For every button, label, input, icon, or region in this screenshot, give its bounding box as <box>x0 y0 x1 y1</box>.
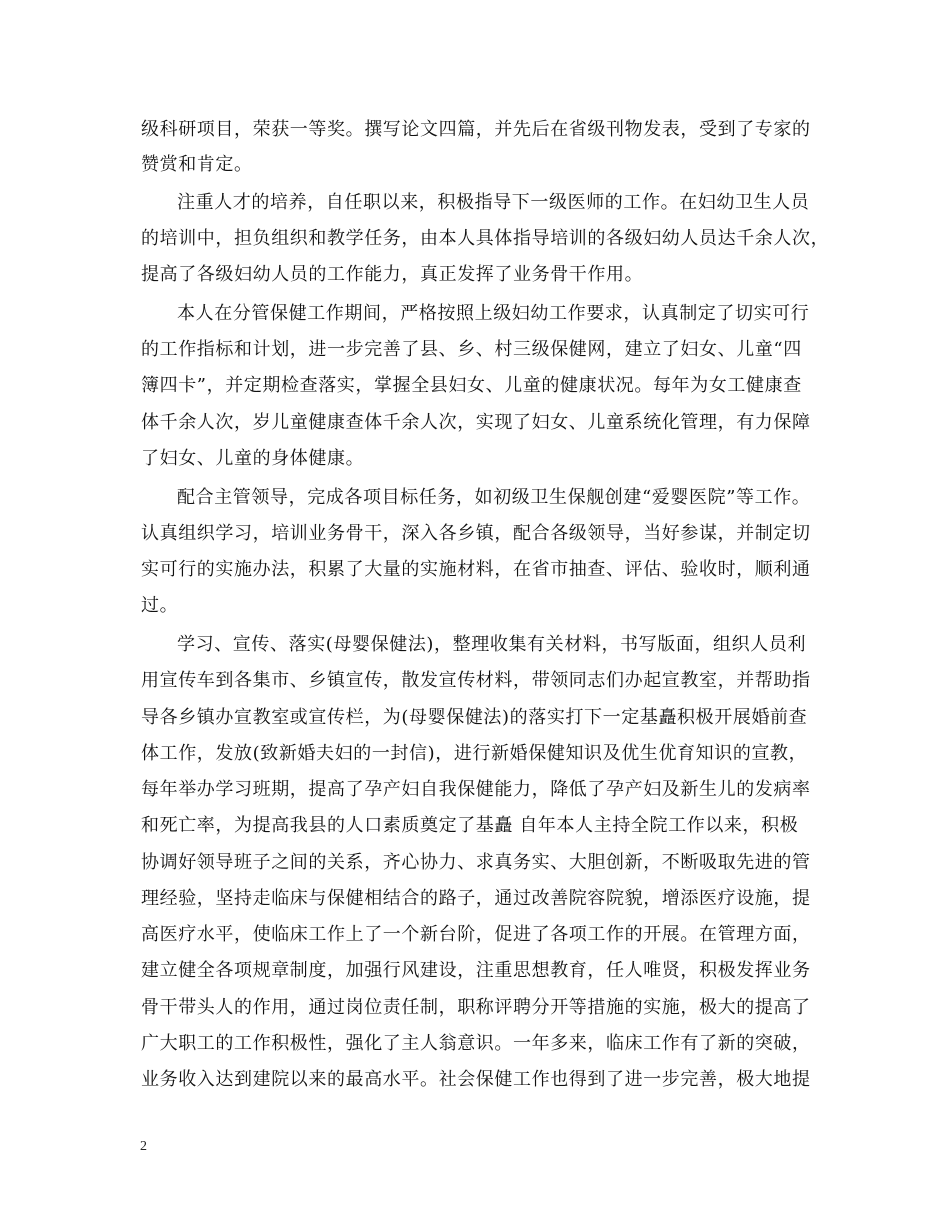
text-line: 和死亡率，为提高我县的人口素质奠定了基矗 自年本人主持全院工作以来，积极 <box>141 815 799 836</box>
text-line: 簿四卡”，并定期检查落实，掌握全县妇女、儿童的健康状况。每年为女工健康查 <box>141 375 802 396</box>
text-line: 认真组织学习，培训业务骨干，深入各乡镇，配合各级领导，当好参谋，并制定切 <box>141 523 811 544</box>
text-line: 注重人才的培养，自任职以来，积极指导下一级医师的工作。在妇幼卫生人员 <box>177 192 810 213</box>
text-line: 过。 <box>141 595 179 616</box>
text-line: 用宣传车到各集市、乡镇宣传，散发宣传材料，带领同志们办起宣教室，并帮助指 <box>141 670 811 691</box>
text-line: 高医疗水平，使临床工作上了一个新台阶，促进了各项工作的开展。在管理方面， <box>141 924 811 945</box>
text-line: 实可行的实施办法，积累了大量的实施材料，在省市抽查、评估、验收时，顺利通 <box>141 559 811 580</box>
text-line: 建立健全各项规章制度，加强行风建设，注重思想教育，任人唯贤，积极发挥业务 <box>141 960 811 981</box>
text-line: 体千余人次，岁儿童健康查体千余人次，实现了妇女、儿童系统化管理，有力保障 <box>141 412 811 433</box>
text-line: 骨干带头人的作用，通过岗位责任制，职称评聘分开等措施的实施，极大的提高了 <box>141 997 811 1018</box>
text-line: 学习、宣传、落实(母婴保健法)，整理收集有关材料，书写版面，组织人员利 <box>177 634 807 655</box>
text-line: 导各乡镇办宣教室或宣传栏，为(母婴保健法)的落实打下一定基矗积极开展婚前查 <box>141 707 808 728</box>
text-line: 了妇女、儿童的身体健康。 <box>141 448 365 469</box>
text-line: 提高了各级妇幼人员的工作能力，真正发挥了业务骨干作用。 <box>141 264 644 285</box>
text-line: 配合主管领导，完成各项目标任务，如初级卫生保舰创建“爱婴医院”等工作。 <box>177 487 811 508</box>
text-line: 级科研项目，荣获一等奖。撰写论文四篇，并先后在省级刊物发表，受到了专家的 <box>141 119 811 140</box>
text-line: 体工作，发放(致新婚夫妇的一封信)，进行新婚保健知识及优生优育知识的宣教， <box>141 743 808 764</box>
page-number: 2 <box>140 1139 147 1154</box>
text-line: 的培训中，担负组织和教学任务，由本人具体指导培训的各级妇幼人员达千余人次， <box>141 228 830 249</box>
text-line: 协调好领导班子之间的关系，齐心协力、求真务实、大胆创新，不断吸取先进的管 <box>141 852 811 873</box>
text-line: 理经验，坚持走临床与保健相结合的路子，通过改善院容院貌，增添医疗设施，提 <box>141 888 811 909</box>
text-line: 的工作指标和计划，进一步完善了县、乡、村三级保健网，建立了妇女、儿童“四 <box>141 339 802 360</box>
text-line: 业务收入达到建院以来的最高水平。社会保健工作也得到了进一步完善，极大地提 <box>141 1069 811 1090</box>
text-line: 赞赏和肯定。 <box>141 154 253 175</box>
text-line: 本人在分管保健工作期间，严格按照上级妇幼工作要求，认真制定了切实可行 <box>177 303 810 324</box>
text-line: 每年举办学习班期，提高了孕产妇自我保健能力，降低了孕产妇及新生儿的发病率 <box>141 779 811 800</box>
text-line: 广大职工的工作积极性，强化了主人翁意识。一年多来，临床工作有了新的突破， <box>141 1033 811 1054</box>
